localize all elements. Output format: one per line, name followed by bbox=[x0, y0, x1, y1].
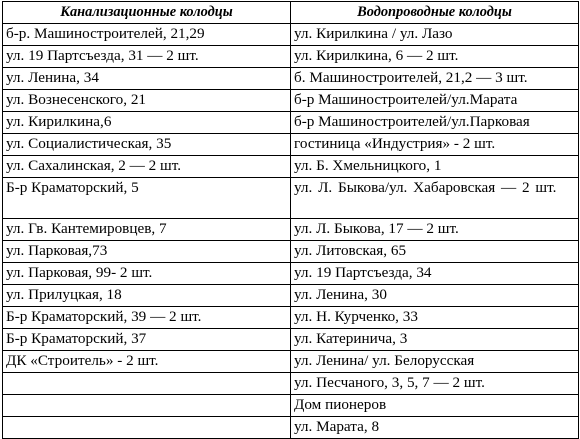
table-row bbox=[3, 156, 579, 178]
sewer-well-cell: Б-р Краматорский, 39 — 2 шт. bbox=[3, 307, 291, 329]
sewer-well-cell: ул. Прилуцкая, 18 bbox=[3, 285, 291, 307]
sewer-well-cell: ул. 19 Партсъезда, 31 — 2 шт. bbox=[3, 46, 291, 68]
water-well-cell: ул. Ленина, 30 bbox=[291, 285, 579, 307]
sewer-well-cell bbox=[3, 373, 291, 395]
wells-table bbox=[2, 1, 579, 439]
sewer-well-cell: ул. Социалистическая, 35 bbox=[3, 134, 291, 156]
table-row bbox=[3, 417, 579, 439]
table-row bbox=[3, 241, 579, 263]
header-row bbox=[3, 2, 579, 24]
water-well-cell: гостиница «Индустрия» - 2 шт. bbox=[291, 134, 579, 156]
table-row bbox=[3, 263, 579, 285]
sewer-well-cell: ДК «Строитель» - 2 шт. bbox=[3, 351, 291, 373]
sewer-well-cell: ул. Парковая,73 bbox=[3, 241, 291, 263]
water-well-cell: ул. Марата, 8 bbox=[291, 417, 579, 439]
sewer-well-cell: ул. Ленина, 34 bbox=[3, 68, 291, 90]
sewer-well-cell: ул. Сахалинская, 2 — 2 шт. bbox=[3, 156, 291, 178]
table-row bbox=[3, 112, 579, 134]
water-well-cell: б-р Машиностроителей/ул.Марата bbox=[291, 90, 579, 112]
water-well-cell: ул. Ленина/ ул. Белорусская bbox=[291, 351, 579, 373]
table-row bbox=[3, 68, 579, 90]
water-well-cell: б-р Машиностроителей/ул.Парковая bbox=[291, 112, 579, 134]
sewer-well-cell: Б-р Краматорский, 37 bbox=[3, 329, 291, 351]
table-row bbox=[3, 285, 579, 307]
water-well-cell: ул. Катеринича, 3 bbox=[291, 329, 579, 351]
sewer-well-cell bbox=[3, 395, 291, 417]
table-row bbox=[3, 219, 579, 241]
water-well-cell: Дом пионеров bbox=[291, 395, 579, 417]
sewer-well-cell: ул. Парковая, 99- 2 шт. bbox=[3, 263, 291, 285]
table-row bbox=[3, 307, 579, 329]
header-sewer-wells: Канализационные колодцы bbox=[3, 2, 291, 24]
table-row bbox=[3, 329, 579, 351]
table-row bbox=[3, 351, 579, 373]
table-row bbox=[3, 373, 579, 395]
water-well-cell: ул. Литовская, 65 bbox=[291, 241, 579, 263]
sewer-well-cell: ул. Гв. Кантемировцев, 7 bbox=[3, 219, 291, 241]
water-well-cell: ул. Л. Быкова, 17 — 2 шт. bbox=[291, 219, 579, 241]
water-well-cell: б. Машиностроителей, 21,2 — 3 шт. bbox=[291, 68, 579, 90]
water-well-cell: ул. 19 Партсъезда, 34 bbox=[291, 263, 579, 285]
table-row bbox=[3, 46, 579, 68]
header-water-wells: Водопроводные колодцы bbox=[291, 2, 579, 24]
table-row bbox=[3, 24, 579, 46]
sewer-well-cell: Б-р Краматорский, 5 bbox=[3, 178, 291, 219]
water-well-cell: ул. Песчаного, 3, 5, 7 — 2 шт. bbox=[291, 373, 579, 395]
sewer-well-cell bbox=[3, 417, 291, 439]
sewer-well-cell: ул. Кирилкина,6 bbox=[3, 112, 291, 134]
sewer-well-cell: б-р. Машиностроителей, 21,29 bbox=[3, 24, 291, 46]
water-well-cell: ул. Кирилкина / ул. Лазо bbox=[291, 24, 579, 46]
water-well-cell: ул. Л. Быкова/ул. Хабаровская — 2 шт. bbox=[291, 178, 579, 219]
water-well-cell: ул. Н. Курченко, 33 bbox=[291, 307, 579, 329]
table-row bbox=[3, 178, 579, 219]
water-well-cell: ул. Б. Хмельницкого, 1 bbox=[291, 156, 579, 178]
water-well-cell: ул. Кирилкина, 6 — 2 шт. bbox=[291, 46, 579, 68]
sewer-well-cell: ул. Вознесенского, 21 bbox=[3, 90, 291, 112]
table-row bbox=[3, 90, 579, 112]
table-row bbox=[3, 134, 579, 156]
table-row bbox=[3, 395, 579, 417]
